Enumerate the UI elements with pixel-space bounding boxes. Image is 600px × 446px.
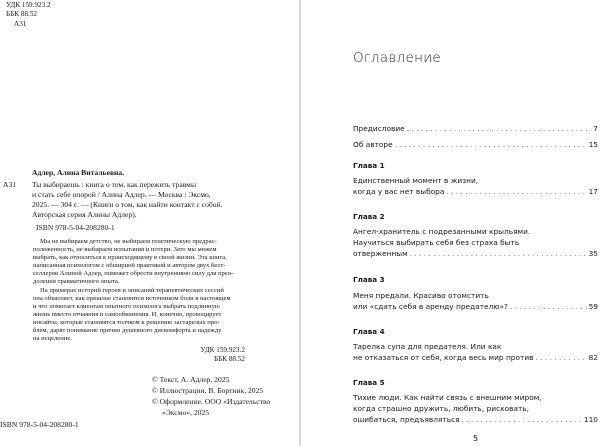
bbk-top: ББК 88.52 [6, 10, 38, 18]
copyright-design: © Оформление. ООО «Издательство [152, 397, 271, 406]
chapter-1-heading: Глава 1 [353, 161, 385, 170]
toc-page-number: 35 [588, 249, 598, 258]
toc-entry-line: Единственный момент в жизни, [353, 176, 479, 185]
toc-entry-label: не отказаться от себя, когда весь мир против [353, 353, 534, 362]
book-gutter [299, 0, 301, 446]
toc-entry-line: Ангел-хранитель с подрезанными крыльями. [353, 227, 531, 236]
dot-leader [446, 186, 586, 197]
udk-bottom: УДК 159.923.2 [200, 346, 245, 354]
copyright-illustrations: © Иллюстрации, В. Бортник, 2025 [152, 386, 264, 395]
toc-entry-chapter-5[interactable] [353, 392, 598, 425]
bib-line-4: Авторская серия Алины Адлер). [32, 210, 137, 219]
toc-entry-label: Предисловие [353, 124, 405, 133]
bib-line-2: и стать себе опорой / Алина Адлер. — Москва : Эксмо, [32, 190, 211, 199]
toc-entry-chapter-3[interactable] [353, 290, 598, 312]
dot-leader [510, 301, 587, 312]
chapter-2-heading: Глава 2 [353, 212, 385, 221]
isbn-inline: ISBN 978-5-04-208280-1 [36, 223, 115, 232]
annotation-line: положенность, не выбираем испытания и потери. Зато мы можем [33, 246, 217, 253]
toc-entry-label: отверженным [353, 249, 408, 258]
toc-page-number: 7 [593, 124, 598, 133]
toc-entry-line: когда страшно дружить, любить, рисковать, [353, 404, 530, 413]
toc-entry-line: Меня предали. Красиво отомстить [353, 291, 489, 300]
annotation-line: селлеров Алиной Адлер, поможет обрести внутреннюю силу для прео- [33, 270, 234, 277]
toc-page-number: 110 [583, 415, 598, 424]
author-heading: Адлер, Алина Витальевна. [32, 168, 125, 177]
toc-entry-chapter-1[interactable] [353, 175, 598, 197]
left-page-imprint [0, 0, 299, 446]
toc-entry-label: или «сдать себя в аренду предателю»? [353, 302, 508, 311]
author-mark-margin: А31 [3, 180, 17, 189]
annotation-line: жизнь вместо отчаяния и самообвинения. И, конечно, провоцирует [33, 311, 222, 318]
annotation-line: написанная психологом с обширной практикой и автором двух бест- [33, 262, 226, 269]
annotation-line: и что помогает клиентам опытного психолога выбрать подлинную [33, 303, 220, 310]
toc-page-number: 59 [588, 302, 598, 311]
dot-leader [407, 123, 592, 134]
toc-entry-line: Тихие люди. Как найти связь с внешним миром, [353, 393, 542, 402]
copyright-text: © Текст, А. Адлер, 2025 [152, 375, 230, 384]
toc-entry-line: Научиться выбирать себя без страха быть [353, 238, 520, 247]
dot-leader [395, 139, 587, 150]
copyright-publisher: «Эксмо», 2025 [162, 408, 210, 417]
toc-entry-label: Об авторе [353, 140, 393, 149]
annotation-line: выбрать, как относиться к происходящему в своей жизни. Эта книга, [33, 254, 227, 261]
toc-page-number: 82 [588, 353, 598, 362]
bib-line-1: Ты выбираешь : книга о том, как пережить травмы [32, 180, 197, 189]
annotation-line: На примерах историй героев и описаний терапевтических сессий [40, 287, 224, 294]
chapter-5-heading: Глава 5 [353, 378, 385, 387]
toc-entry-about-author[interactable] [353, 139, 598, 150]
annotation-line: на исцеление. [33, 335, 72, 342]
toc-entry-chapter-2[interactable] [353, 226, 598, 259]
dot-leader [410, 248, 587, 259]
toc-page-number: 17 [588, 187, 598, 196]
annotation-line: инсайты, которые становятся толчком к решению застарелых про- [33, 319, 220, 326]
bib-line-3: 2025. — 304 с. — (Книги о том, как найти контакт с собой. [32, 200, 223, 209]
bbk-bottom: ББК 88.52 [213, 355, 245, 363]
annotation-line: она объясняет, как прошлое становится источником боли в настоящем [33, 295, 231, 302]
toc-entry-label: ошибаться, предъявляться [353, 415, 460, 424]
annotation-line: доления травматичного опыта. [33, 278, 120, 285]
toc-entry-preface[interactable] [353, 123, 598, 134]
annotation-line: Мы не выбираем детство, не выбираем генетическую предрас- [40, 238, 217, 245]
toc-entry-chapter-4[interactable] [353, 341, 598, 363]
udk-top: УДК 159.923.2 [6, 1, 51, 9]
author-mark: А31 [14, 20, 27, 28]
toc-title: Оглавление [353, 50, 442, 66]
chapter-3-heading: Глава 3 [353, 275, 385, 284]
toc-entry-label: когда у вас нет выбора [353, 187, 445, 196]
toc-entry-line: Тарелка супа для предателя. Или как [353, 342, 502, 351]
annotation-line: блем, дарят понимание причин душевного дискомфорта и надежду [33, 327, 222, 334]
isbn-bottom: ISBN 978-5-04-208280-1 [0, 420, 79, 429]
toc-page-number: 15 [588, 140, 598, 149]
dot-leader [535, 352, 586, 363]
page-number: 5 [473, 434, 479, 443]
dot-leader [462, 414, 582, 425]
chapter-4-heading: Глава 4 [353, 327, 385, 336]
